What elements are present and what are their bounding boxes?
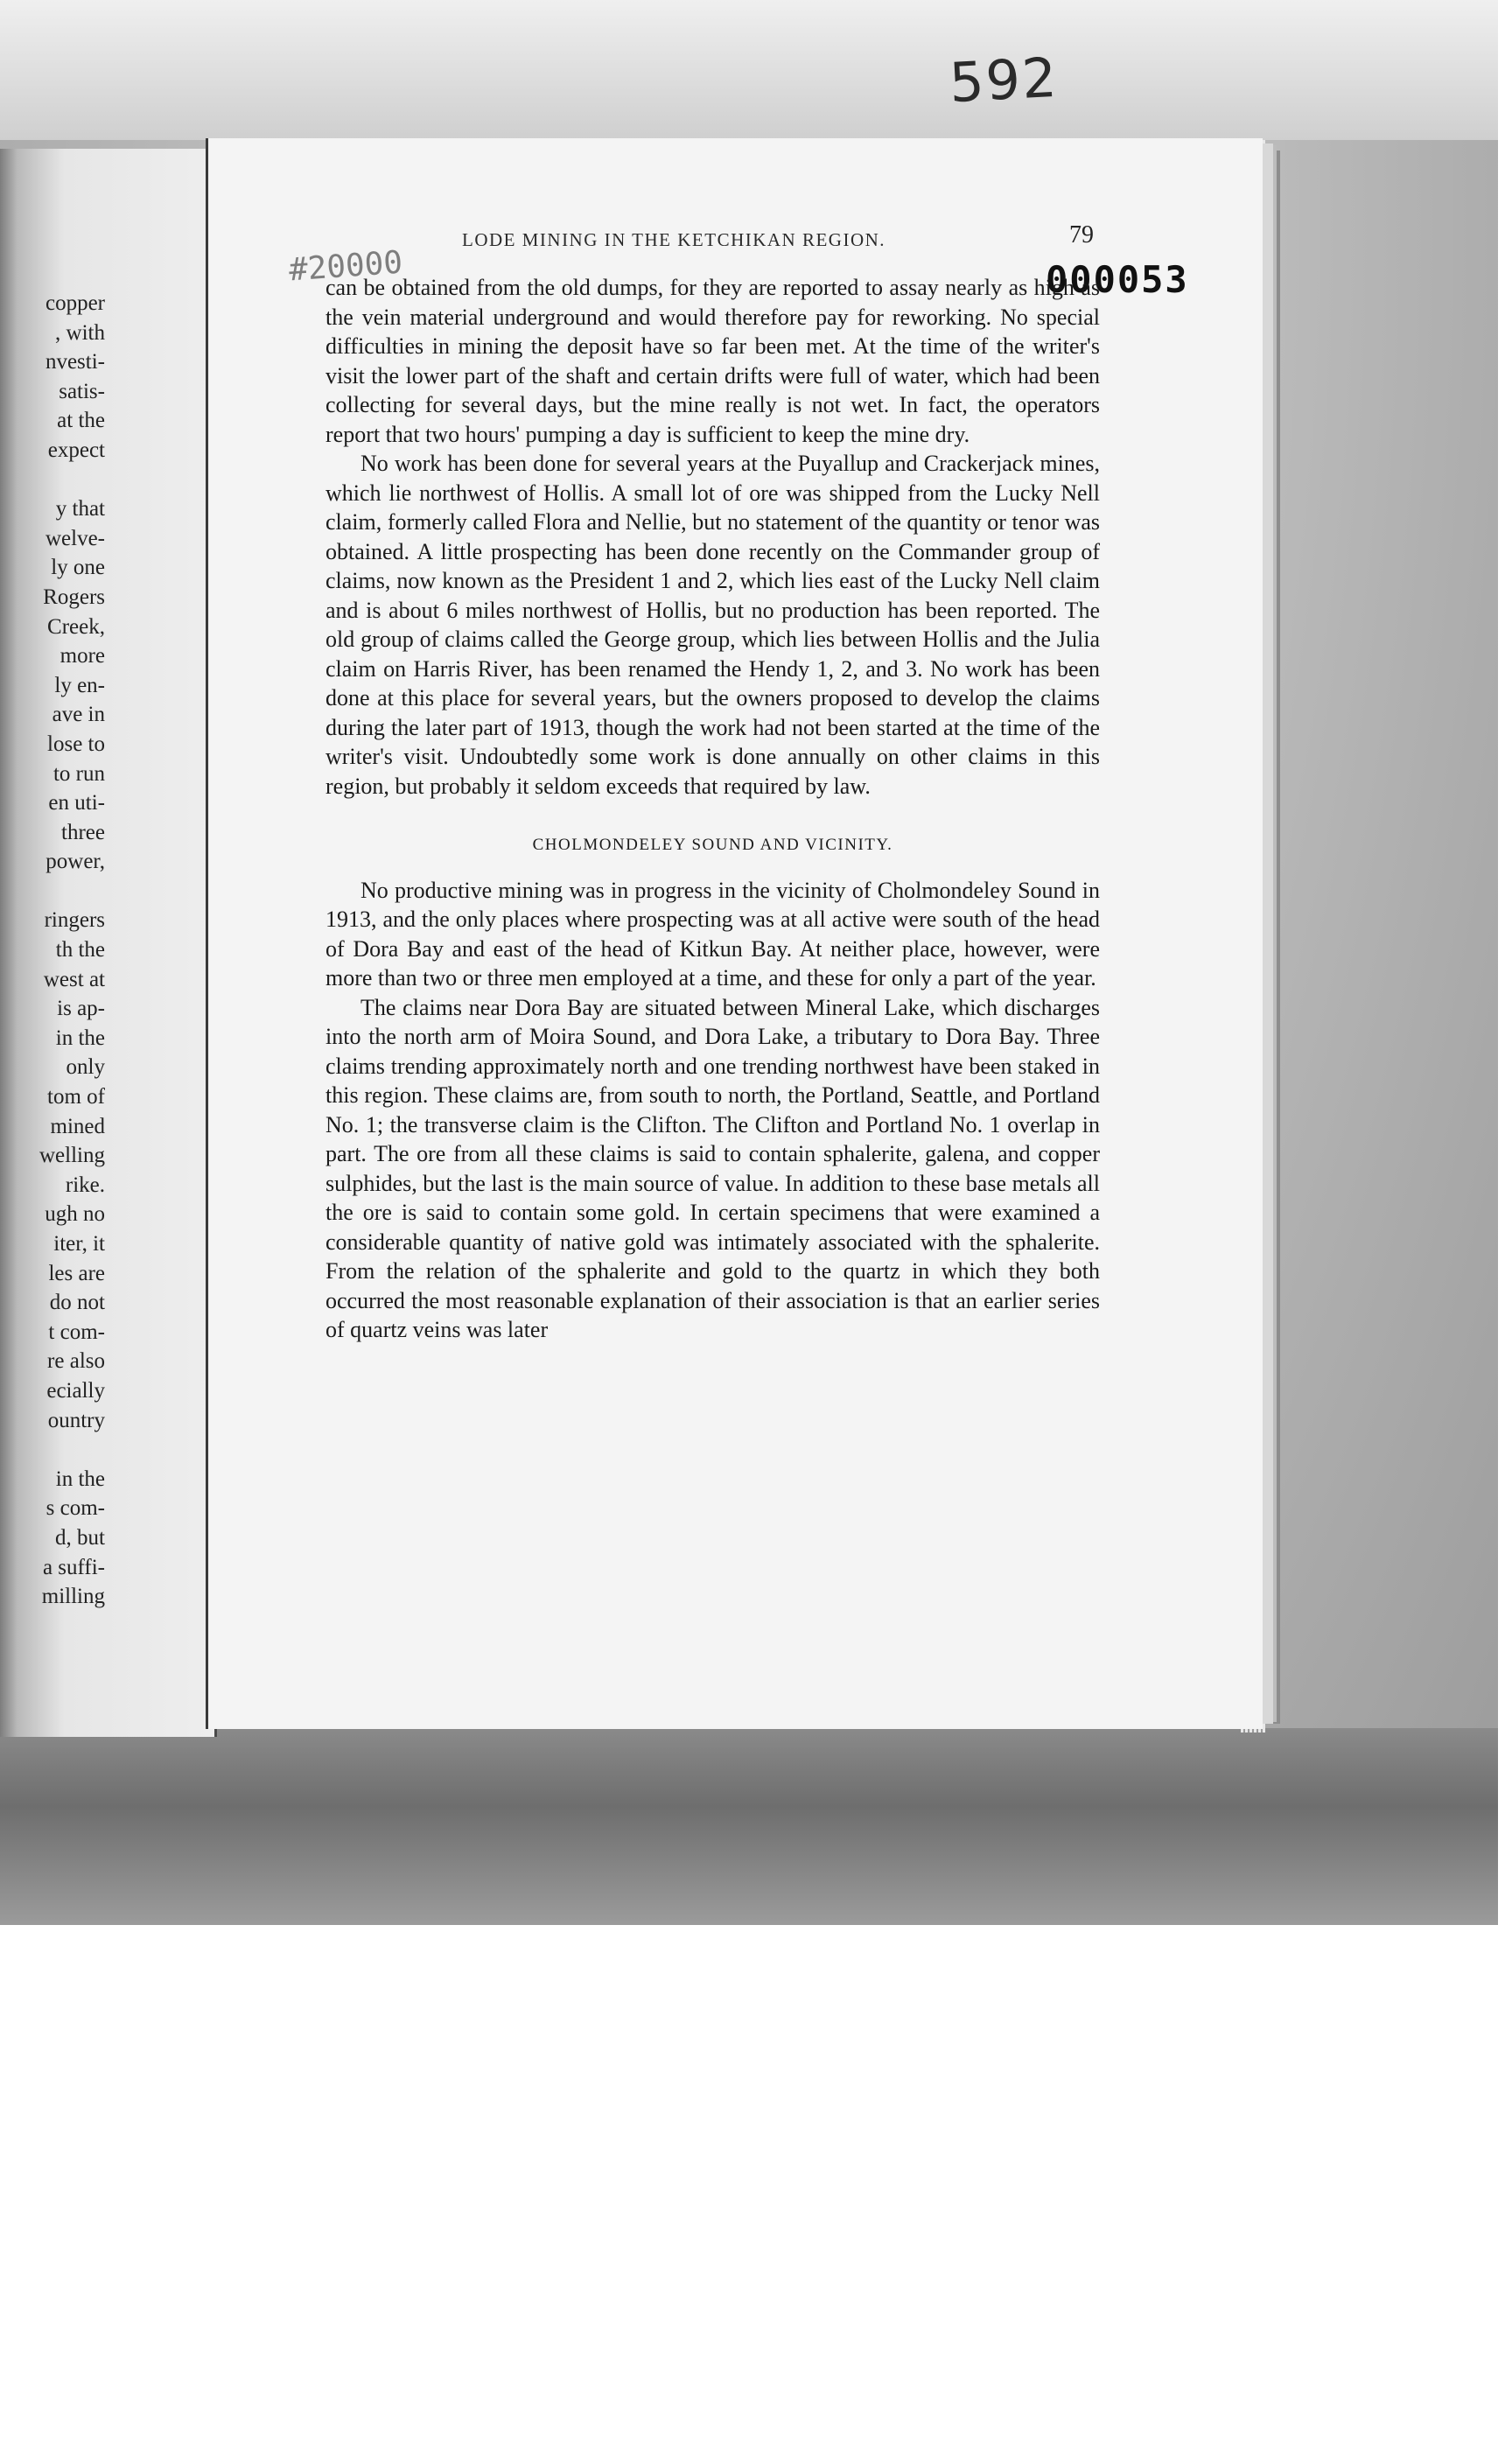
photocopy-bottom-shadow [0, 1728, 1498, 1925]
page-number: 79 [1069, 221, 1094, 248]
left-page-line: at the [57, 409, 105, 433]
left-page-line: milling [41, 1585, 105, 1609]
paragraph-cholmondeley: No productive mining was in progress in the vicinity of Cholmondeley Sound in 1913, and the only places where prospecting was at all active were south of the head of Dora Bay and east of the head of Kitkun Bay. At neither place, however, were more than two or three men employed at a time, and these for only a part of the year. [326, 877, 1100, 990]
left-page-line: in the [55, 1466, 105, 1491]
left-page-line: three [61, 820, 105, 844]
left-page-line: ly one [51, 556, 105, 580]
left-page-line: is ap- [57, 997, 105, 1021]
left-page-line: les are [48, 1261, 105, 1285]
left-page-line: lose to [47, 732, 105, 756]
left-page-line: ave in [52, 703, 105, 727]
left-page-line: t com- [48, 1320, 105, 1344]
left-page-line: ly en- [54, 673, 105, 697]
left-page-line: do not [49, 1291, 105, 1315]
handwritten-page-number: 592 [948, 45, 1060, 116]
bates-stamp-number: 000053 [1046, 258, 1189, 301]
left-page-line: welling [39, 1144, 105, 1168]
left-page-line: more [60, 644, 105, 668]
left-page-line [9, 877, 105, 906]
paragraph-dora-bay-claims: The claims near Dora Bay are situated between Mineral Lake, which discharges into the north arm of Moira Sound, and Dora Lake, a tributary to Dora Bay. Three claims trending approximately north and one trending northwest have been staked in this region. These claims are, from south to north, the Portland, Seattle, and Portland No. 1; the transverse claim is the Clifton. The Clifton and Portland No. 1 overlap in part. The ore from all these claims is said to contain sphalerite, galena, and copper sulphides, but the last is the main source of value. In addition to these base metals all the ore is said to contain some gold. In certain specimens that were examined a considerable quantity of native gold was intimately associated with the sphalerite. From the relation of the sphalerite and gold to the quartz in which they both occurred the most reasonable explanation of their association is that an earlier series of quartz veins was later [326, 994, 1100, 1342]
left-page-line: welve- [45, 526, 105, 550]
left-page-line: en uti- [48, 791, 105, 816]
page-body [326, 273, 1100, 1345]
left-page-line: ringers [44, 908, 105, 933]
left-page-line: th the [55, 938, 105, 962]
left-page-line: nvesti- [45, 350, 105, 374]
left-page-line [9, 466, 105, 495]
left-page-line: rike. [65, 1172, 105, 1197]
left-page-line: power, [46, 850, 105, 874]
paragraph-continued: can be obtained from the old dumps, for they are reported to assay nearly as high as the vein material underground and would therefore pay for reworking. No special difficulties in mining the deposit have so far been met. At the time of the writer's visit the lower part of the shaft and certain drifts were full of water, which had been collecting for several days, but the mine really is not wet. In fact, the operators report that two hours' pumping a day is sufficient to keep the mine dry. [326, 275, 1100, 447]
left-page-fragment [0, 149, 217, 1737]
left-page-line: only [66, 1055, 105, 1080]
section-heading: CHOLMONDELEY SOUND AND VICINITY. [532, 836, 893, 854]
left-page-line: a suffi- [42, 1555, 105, 1579]
left-page-line: , with [55, 320, 105, 345]
left-page-line: iter, it [53, 1232, 105, 1256]
left-page-line: west at [43, 967, 105, 991]
left-page-line: satis- [59, 379, 105, 403]
faded-stamp-number: #20000 [287, 244, 404, 289]
left-page-line: s com- [46, 1496, 105, 1521]
left-page-line: mined [50, 1114, 105, 1138]
left-page-line: re also [47, 1349, 105, 1374]
running-head: LODE MINING IN THE KETCHIKAN REGION. [462, 229, 886, 250]
left-page-line: copper [45, 291, 105, 315]
photocopy-top-band [0, 0, 1498, 140]
left-page-line: y that [55, 497, 105, 522]
paragraph-puyallup-crackerjack: No work has been done for several years at the Puyallup and Crackerjack mines, which lie northwest of Hollis. A small lot of ore was shipped from the Lucky Nell claim, formerly called Flora and Nellie, but no statement of the quantity or tenor was obtained. A little prospecting has been done recently on the Commander group of claims, now known as the President 1 and 2, which lies east of the Lucky Nell claim and is about 6 miles northwest of Hollis, but no production has been reported. The old group of claims called the George group, which lies between Hollis and the Julia claim on Harris River, has been renamed the Hendy 1, 2, and 3. No work has been done at this place for several years, but the owners proposed to develop the claims during the later part of 1913, though the work had not been started at the time of the writer's visit. Undoubtedly some work is done annually on other claims in this region, but probably it seldom exceeds that required by law. [326, 451, 1100, 799]
left-page-line: ountry [47, 1408, 105, 1432]
left-page-line: Creek, [47, 614, 105, 639]
left-page-line: ugh no [45, 1202, 105, 1227]
left-page-line: Rogers [43, 584, 105, 609]
left-page-line [9, 1435, 105, 1465]
left-page-line: to run [52, 761, 105, 786]
left-page-line: d, but [55, 1525, 105, 1550]
left-page-line: expect [47, 438, 105, 462]
left-page-line: ecially [46, 1378, 105, 1403]
left-page-line: tom of [47, 1085, 105, 1110]
left-page-line: in the [55, 1026, 105, 1050]
left-page-text-fragments [9, 289, 105, 1612]
